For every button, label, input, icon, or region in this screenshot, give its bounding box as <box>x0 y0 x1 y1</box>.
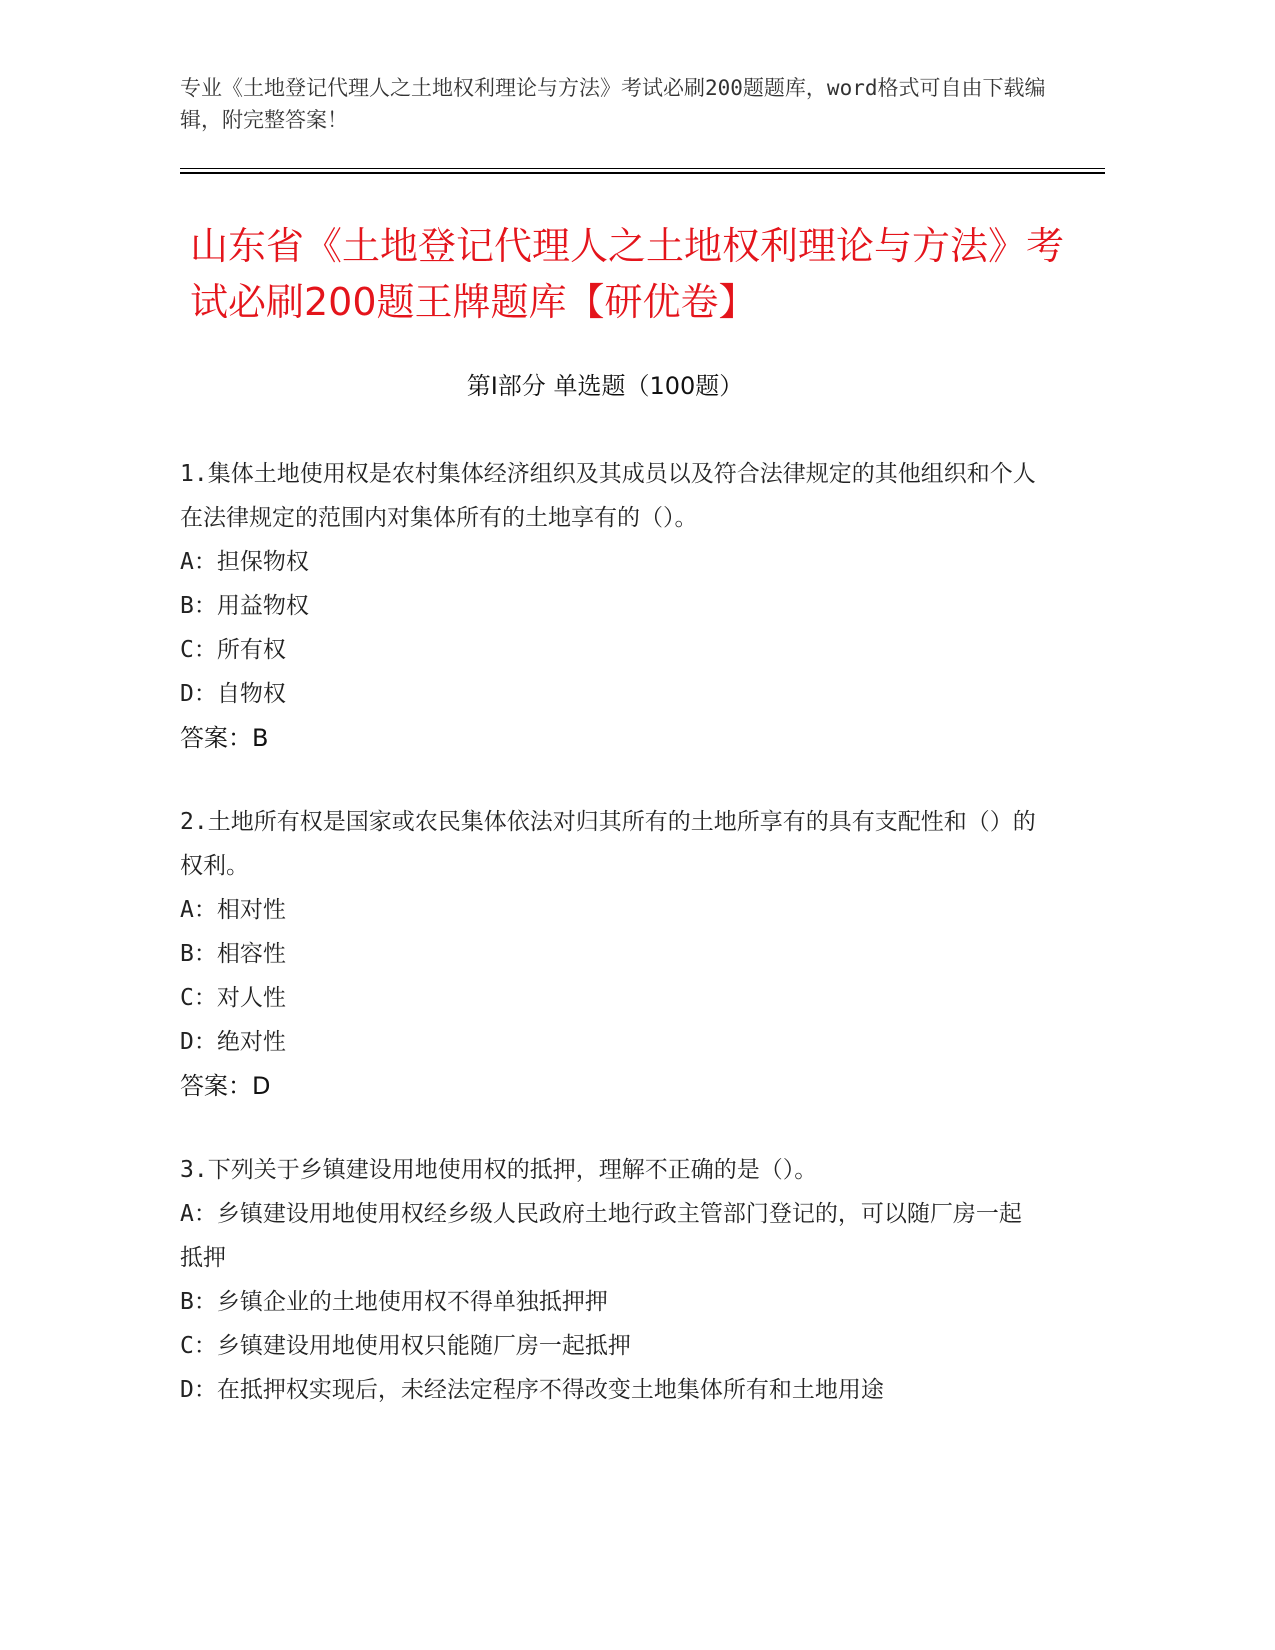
option-c: C：对人性 <box>180 985 286 1011</box>
option-a: A：相对性 <box>180 897 286 923</box>
header-note: 专业《土地登记代理人之土地权利理论与方法》考试必刷200题题库，word格式可自由下载编辑，附完整答案！ <box>180 76 1046 132</box>
header-rule-thin <box>180 168 1105 169</box>
option-d: D：自物权 <box>180 681 286 707</box>
option-a: A：担保物权 <box>180 549 309 575</box>
question-list <box>180 452 1040 1452</box>
question-item <box>180 452 1040 760</box>
question-text: 3.下列关于乡镇建设用地使用权的抵押，理解不正确的是（）。 <box>180 1157 818 1183</box>
answer-text: 答案：B <box>180 724 269 752</box>
question-text: 1.集体土地使用权是农村集体经济组织及其成员以及符合法律规定的其他组织和个人在法律规定的范围内对集体所有的土地享有的（）。 <box>180 461 1036 531</box>
question-item <box>180 1148 1040 1412</box>
document-title: 山东省《土地登记代理人之土地权利理论与方法》考试必刷200题王牌题库【研优卷】 <box>190 224 1065 324</box>
section-title: 第Ⅰ部分 单选题（100题） <box>466 372 744 400</box>
option-d: D：在抵押权实现后，未经法定程序不得改变土地集体所有和土地用途 <box>180 1377 884 1403</box>
header-rule-thick <box>180 172 1105 174</box>
option-b: B：乡镇企业的土地使用权不得单独抵押押 <box>180 1289 608 1315</box>
question-item <box>180 800 1040 1108</box>
question-text: 2.土地所有权是国家或农民集体依法对归其所有的土地所享有的具有支配性和（）的权利。 <box>180 809 1036 879</box>
option-c: C：乡镇建设用地使用权只能随厂房一起抵押 <box>180 1333 631 1359</box>
option-b: B：用益物权 <box>180 593 309 619</box>
option-b: B：相容性 <box>180 941 286 967</box>
answer-text: 答案：D <box>180 1072 271 1100</box>
option-a: A：乡镇建设用地使用权经乡级人民政府土地行政主管部门登记的，可以随厂房一起抵押 <box>180 1201 1022 1271</box>
option-d: D：绝对性 <box>180 1029 286 1055</box>
option-c: C：所有权 <box>180 637 286 663</box>
